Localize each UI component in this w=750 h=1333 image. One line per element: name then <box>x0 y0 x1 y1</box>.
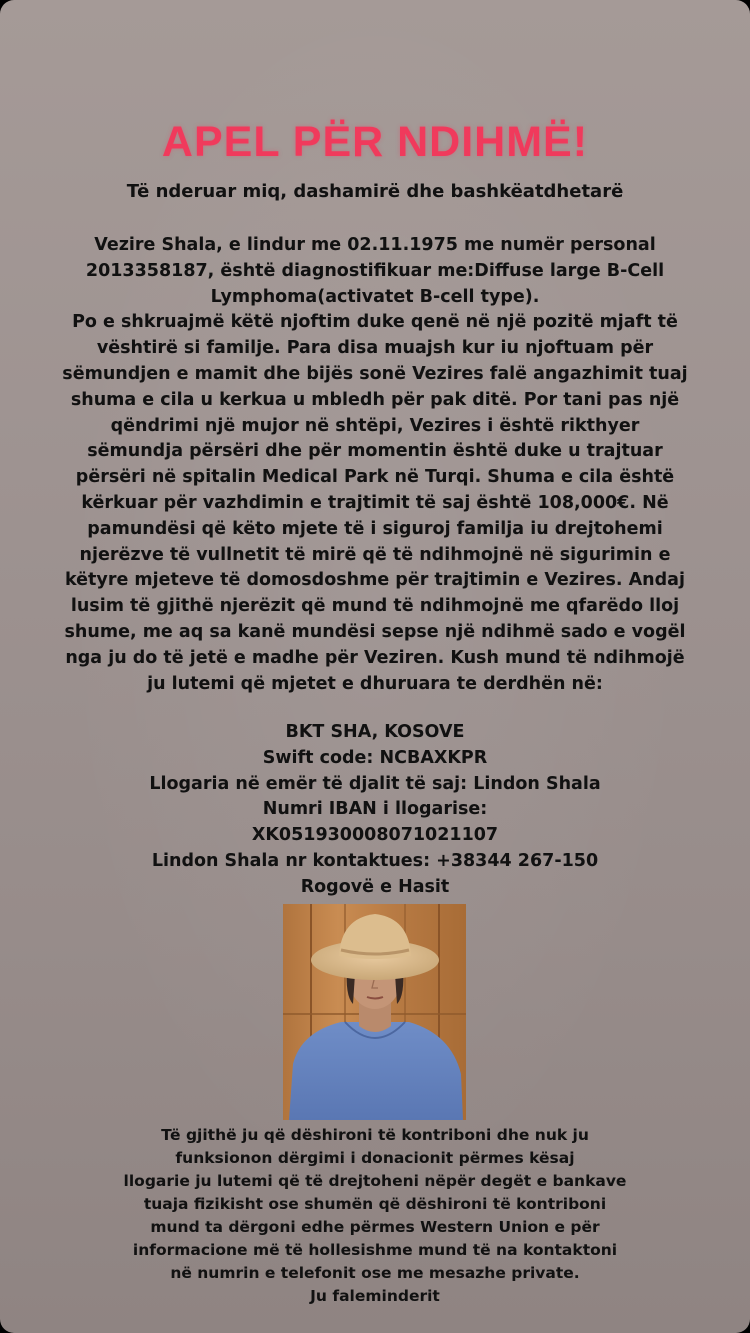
page-title: APEL PËR NDIHMË! <box>161 118 589 166</box>
bank-details <box>0 720 750 901</box>
footer-line: në numrin e telefonit ose me mesazhe private. <box>170 1264 580 1282</box>
patient-photo <box>283 904 466 1120</box>
location: Rogovë e Hasit <box>300 876 450 897</box>
bank-name: BKT SHA, KOSOVE <box>285 722 465 742</box>
footer-line: Të gjithë ju që dëshironi të kontriboni dhe nuk ju <box>161 1126 589 1144</box>
footer-line: informacione më të hollesishme mund të na kontaktoni <box>132 1241 618 1259</box>
contact-phone: Lindon Shala nr kontaktues: +38344 267-150 <box>151 850 599 871</box>
iban-number: XK051930008071021107 <box>251 825 499 846</box>
greeting-text: Të nderuar miq, dashamirë dhe bashkëatdhetarë <box>126 181 624 202</box>
appeal-text <box>60 233 690 697</box>
account-owner: Llogaria në emër të djalit të saj: Lindon Shala <box>149 773 601 794</box>
iban-label: Numri IBAN i llogarise: <box>262 799 488 820</box>
footer-line: funksionon dërgimi i donacionit përmes kësaj <box>175 1149 575 1167</box>
body-paragraph: Po e shkruajmë këtë njoftim duke qenë në një pozitë mjaft të vështirë si familje. Para disa muajsh kur iu njoftuam për sëmundjen e mamit dhe bijës sonë Vezires falë angazhimit tuaj shuma e cila u kerkua u mbledh për pak ditë. Por tani pas një qëndrimi një mujor në shtëpi, Vezires i është rikthyer sëmundja përsëri dhe për momentin është duke u trajtuar përsëri në spitalin Medical Park në Turqi. Shuma e cila është kërkuar për vazhdimin e trajtimit të saj është 108,000€. Në pamundësi që këto mjete të i siguroj familja iu drejtohemi njerëzve të vullnetit të mirë që të ndihmojnë në sigurimin e këtyre mjeteve të domosdoshme për trajtimin e Vezires. Andaj lusim të gjithë njerëzit që mund të ndihmojnë me qfarëdo lloj shume, me aq sa kanë mundësi sepse një ndihmë sado e vogël nga ju do të jetë e madhe për Veziren. Kush mund të ndihmojë ju lutemi që mjetet e dhuruara te derdhën në: <box>62 312 688 694</box>
thanks-text: Ju faleminderit <box>310 1287 440 1305</box>
footer-line: tuaja fizikisht ose shumën që dëshironi të kontriboni <box>143 1195 607 1213</box>
swift-code: Swift code: NCBAXKPR <box>262 747 488 768</box>
footer-text <box>100 1124 650 1308</box>
footer-line: llogarie ju lutemi që të drejtoheni nëpër degët e bankave <box>123 1172 627 1190</box>
footer-line: mund ta dërgoni edhe përmes Western Union e për <box>150 1218 600 1236</box>
intro-paragraph: Vezire Shala, e lindur me 02.11.1975 me numër personal 2013358187, është diagnostifikuar me:Diffuse large B-Cell Lymphoma(activatet B-cell type). <box>85 235 665 307</box>
